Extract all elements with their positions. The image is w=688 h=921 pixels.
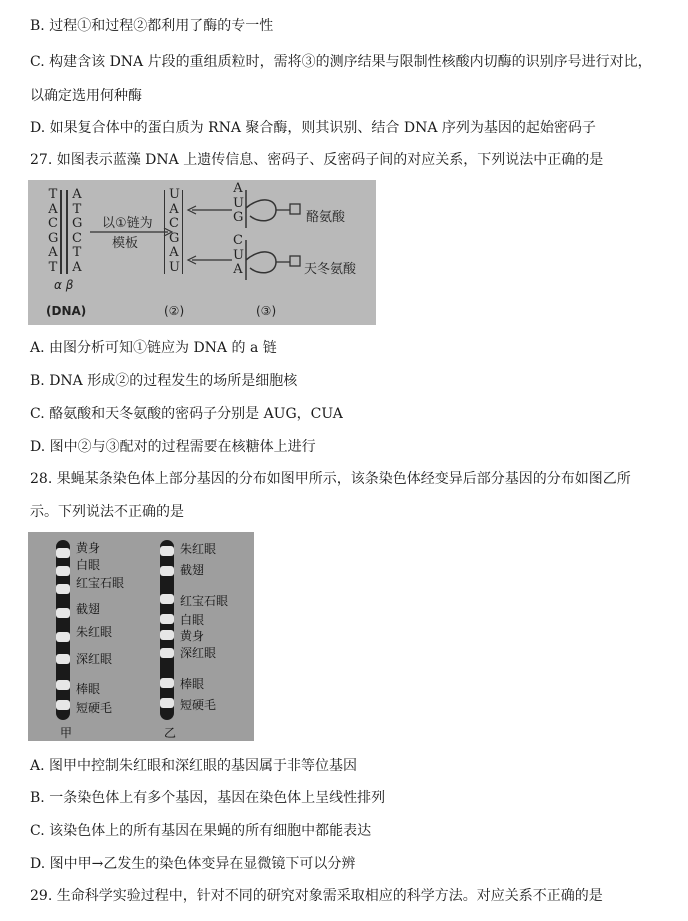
q28-option-a: A. 图甲中控制朱红眼和深红眼的基因属于非等位基因 bbox=[30, 758, 358, 774]
yi-gene: 截翅 bbox=[180, 563, 205, 577]
question-27: 27. 如图表示蓝藻 DNA 上遗传信息、密码子、反密码子间的对应关系，下列说法中正确的是 bbox=[30, 152, 604, 168]
beta-strand: A T G C T A bbox=[72, 187, 83, 275]
dna-label: (DNA) bbox=[46, 304, 87, 318]
jia-gene: 截翅 bbox=[76, 602, 101, 616]
jia-gene: 朱红眼 bbox=[76, 625, 113, 639]
q27-option-b: B. DNA 形成②的过程发生的场所是细胞核 bbox=[30, 373, 298, 389]
yi-gene: 朱红眼 bbox=[180, 542, 217, 556]
yi-gene: 白眼 bbox=[180, 613, 205, 627]
jia-gene: 深红眼 bbox=[76, 652, 113, 666]
mrna-strand: U A C G A U bbox=[169, 187, 180, 275]
trna1-anticodon: A U G bbox=[233, 181, 244, 225]
jia-gene: 红宝石眼 bbox=[76, 576, 125, 590]
option-c-continued: 以确定选用何种酶 bbox=[30, 88, 142, 104]
yi-gene: 深红眼 bbox=[180, 646, 217, 660]
option-b-line: B. 过程①和过程②都利用了酶的专一性 bbox=[30, 18, 274, 34]
alpha-strand: T A C G A T bbox=[48, 187, 59, 275]
trna2-anticodon: C U A bbox=[233, 233, 244, 277]
question-28-continued: 示。下列说法不正确的是 bbox=[30, 504, 184, 520]
yi-gene: 红宝石眼 bbox=[180, 594, 229, 608]
q27-option-a: A. 由图分析可知①链应为 DNA 的 a 链 bbox=[30, 340, 277, 356]
yi-gene: 棒眼 bbox=[180, 677, 205, 691]
template-text-1: 以①链为 bbox=[102, 216, 153, 231]
trna-shapes-icon bbox=[242, 188, 312, 288]
jia-gene: 白眼 bbox=[76, 558, 101, 572]
mrna-label: (②) bbox=[164, 304, 185, 318]
jia-label: 甲 bbox=[60, 726, 73, 740]
q28-option-c: C. 该染色体上的所有基因在果蝇的所有细胞中都能表达 bbox=[30, 823, 372, 839]
jia-gene: 黄身 bbox=[76, 541, 101, 555]
option-d-line: D. 如果复合体中的蛋白质为 RNA 聚合酶，则其识别、结合 DNA 序列为基因的起始密码子 bbox=[30, 120, 596, 136]
pairing-arrows-icon bbox=[186, 202, 236, 272]
q28-option-b: B. 一条染色体上有多个基因，基因在染色体上呈线性排列 bbox=[30, 790, 386, 806]
question-29: 29. 生命科学实验过程中，针对不同的研究对象需采取相应的科学方法。对应关系不正确的是 bbox=[30, 888, 603, 904]
jia-gene: 棒眼 bbox=[76, 682, 101, 696]
yi-gene: 黄身 bbox=[180, 629, 205, 643]
option-c-line: C. 构建含该 DNA 片段的重组质粒时，需将③的测序结果与限制性核酸内切酶的识别序号进行对比， bbox=[30, 54, 652, 70]
amino-acid-2: 天冬氨酸 bbox=[304, 262, 357, 277]
q27-option-d: D. 图中②与③配对的过程需要在核糖体上进行 bbox=[30, 439, 316, 455]
strand-labels: α β bbox=[54, 278, 74, 292]
chromosome-figure bbox=[28, 532, 254, 741]
template-text-2: 模板 bbox=[112, 236, 139, 251]
q28-option-d: D. 图中甲→乙发生的染色体变异在显微镜下可以分辨 bbox=[30, 856, 356, 872]
amino-acid-1: 酪氨酸 bbox=[306, 210, 346, 225]
question-28: 28. 果蝇某条染色体上部分基因的分布如图甲所示，该条染色体经变异后部分基因的分布如图乙所 bbox=[30, 471, 631, 487]
q27-option-c: C. 酪氨酸和天冬氨酸的密码子分别是 AUG，CUA bbox=[30, 406, 343, 422]
dna-codon-figure bbox=[28, 180, 376, 325]
trna-label: (③) bbox=[256, 304, 277, 318]
yi-label: 乙 bbox=[164, 726, 177, 740]
jia-gene: 短硬毛 bbox=[76, 701, 113, 715]
yi-gene: 短硬毛 bbox=[180, 698, 217, 712]
